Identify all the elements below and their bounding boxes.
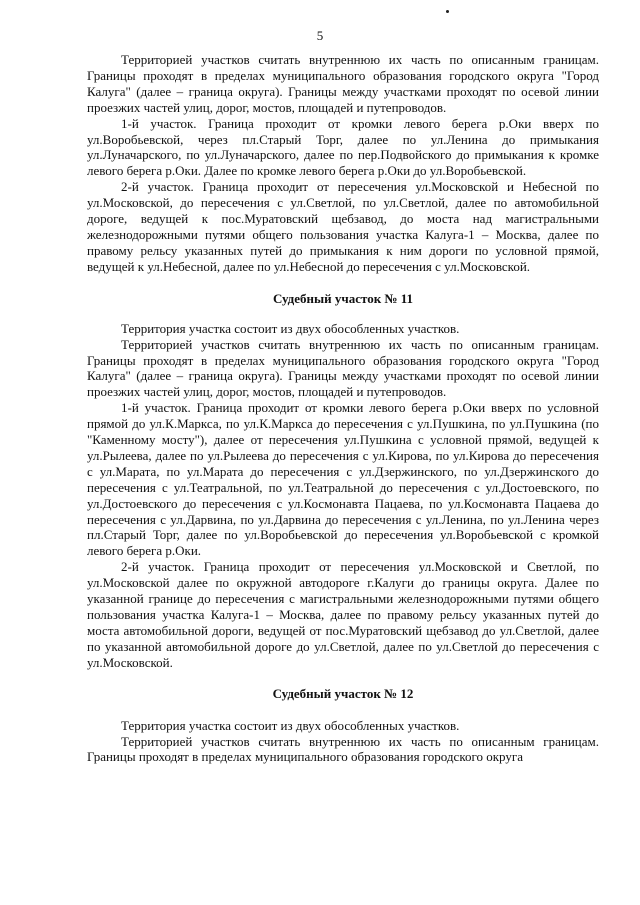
paragraph: 2-й участок. Граница проходит от пересечения ул.Московской и Светлой, по ул.Московской далее по окружной автодороге г.Калуги до границы округа. Далее по указанной границе до пересечения с магистральными железнодорожными путями общего пользования участка Калуга-1 – Москва, далее по правому рельсу указанных путей до моста автомобильной дороги, ведущей от пос.Муратовский щебзавод до ул.Светлой, далее по указанной автомобильной дороге до ул.Светлой, далее по ул.Светлой до пересечения с ул.Московской. (87, 559, 599, 670)
paragraph: Территорией участков считать внутреннюю их часть по описанным границам. Границы проходят в пределах муниципального образования городского округа (87, 733, 599, 765)
paragraph: Территория участка состоит из двух обособленных участков. (121, 717, 460, 733)
paragraph: Территория участка состоит из двух обособленных участков. (121, 320, 460, 336)
page-number: 5 (316, 28, 324, 43)
section-heading: Судебный участок № 12 (272, 685, 414, 701)
paragraph: Территорией участков считать внутреннюю их часть по описанным границам. Границы проходят в пределах муниципального образования городского округа "Город Калуга" (далее – граница округа). Границы между участками проходят по осевой линии проезжих частей улиц, дорог, мостов, площадей и путепроводов. (87, 336, 599, 400)
paragraph: 2-й участок. Граница проходит от пересечения ул.Московской и Небесной по ул.Московской, до пересечения с ул.Светлой, по ул.Светлой, далее по автомобильной дороге, ведущей к пос.Муратовский щебзавод, до моста над магистральными железнодорожными путями общего пользования участка Калуга-1 – Москва, далее по правому рельсу указанных путей до примыкания к ним дороги по условной прямой, ведущей к ул.Небесной, далее по ул.Небесной до пересечения с ул.Московской. (87, 179, 599, 274)
section-heading: Судебный участок № 11 (272, 290, 414, 306)
document-body (87, 52, 599, 765)
paragraph: 1-й участок. Граница проходит от кромки левого берега р.Оки вверх по условной прямой до ул.К.Маркса, по ул.К.Маркса до пересечения с ул.Пушкина, по ул.Пушкина (по "Каменному мосту"), далее от пересечения ул.Пушкина с условной прямой, ведущей к ул.Рылеева, далее по ул.Рылеева до пересечения с ул.Кирова, по ул.Кирова до пересечения с ул.Марата, по ул.Марата до пересечения с ул.Дзержинского, по ул.Дзержинского до пересечения с ул.Театральной, по ул.Театральной до пересечения с ул.Достоевского, по ул.Достоевского до пересечения с ул.Космонавта Пацаева, по ул.Космонавта Пацаева до пересечения с ул.Дарвина, по ул.Дарвина до пересечения с ул.Ленина, по ул.Ленина через пл.Старый Торг, далее по ул.Воробьевской до пересечения ул.Воробьевской с кромкой левого берега р.Оки. (87, 400, 599, 559)
scan-speck (446, 10, 449, 13)
paragraph: Территорией участков считать внутреннюю их часть по описанным границам. Границы проходят в пределах муниципального образования городского округа "Город Калуга" (далее – граница округа). Границы между участками проходят по осевой линии проезжих частей улиц, дорог, мостов, площадей и путепроводов. (87, 52, 599, 115)
paragraph: 1-й участок. Граница проходит от кромки левого берега р.Оки вверх по ул.Воробьевской, через пл.Старый Торг, далее по ул.Ленина до примыкания ул.Луначарского, по ул.Луначарского, далее по пер.Подвойского до примыкания к кромке левого берега р.Оки. Далее по кромке левого берега р.Оки до ул.Воробьевской. (87, 115, 599, 179)
